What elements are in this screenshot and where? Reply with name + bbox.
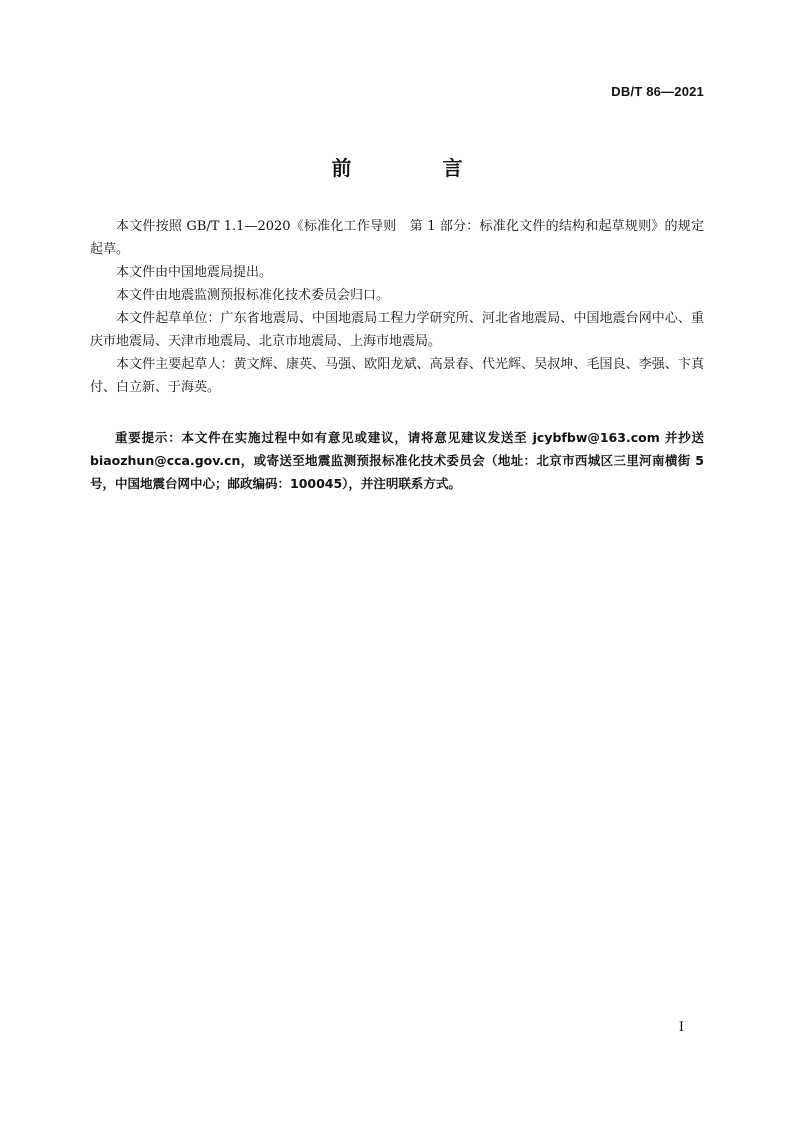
- foreword-body: [90, 215, 704, 399]
- paragraph-drafters: 本文件主要起草人：黄文辉、康英、马强、欧阳龙斌、高景春、代光辉、吴叔坤、毛国良、李强、卞真付、白立新、于海英。: [90, 357, 704, 395]
- paragraph-responsible-committee: 本文件由地震监测预报标准化技术委员会归口。: [116, 288, 390, 303]
- important-notice: 重要提示：本文件在实施过程中如有意见或建议，请将意见建议发送至 jcybfbw@163.com 并抄送 biaozhun@cca.gov.cn，或寄送至地震监测预报标准化技术委员会（地址：北京市西城区三里河南横街 5 号，中国地震台网中心；邮政编码：100045），并注明联系方式。: [90, 430, 704, 491]
- page-title: 前 言: [331, 156, 505, 180]
- paragraph-proposer: 本文件由中国地震局提出。: [116, 265, 273, 280]
- paragraph-drafting-units: 本文件起草单位：广东省地震局、中国地震局工程力学研究所、河北省地震局、中国地震台网中心、重庆市地震局、天津市地震局、北京市地震局、上海市地震局。: [90, 311, 704, 349]
- paragraph-drafting-rules: 本文件按照 GB/T 1.1—2020《标准化工作导则 第 1 部分：标准化文件的结构和起草规则》的规定起草。: [90, 219, 704, 257]
- standard-code: DB/T 86—2021: [611, 84, 704, 99]
- page-number: I: [678, 1020, 684, 1035]
